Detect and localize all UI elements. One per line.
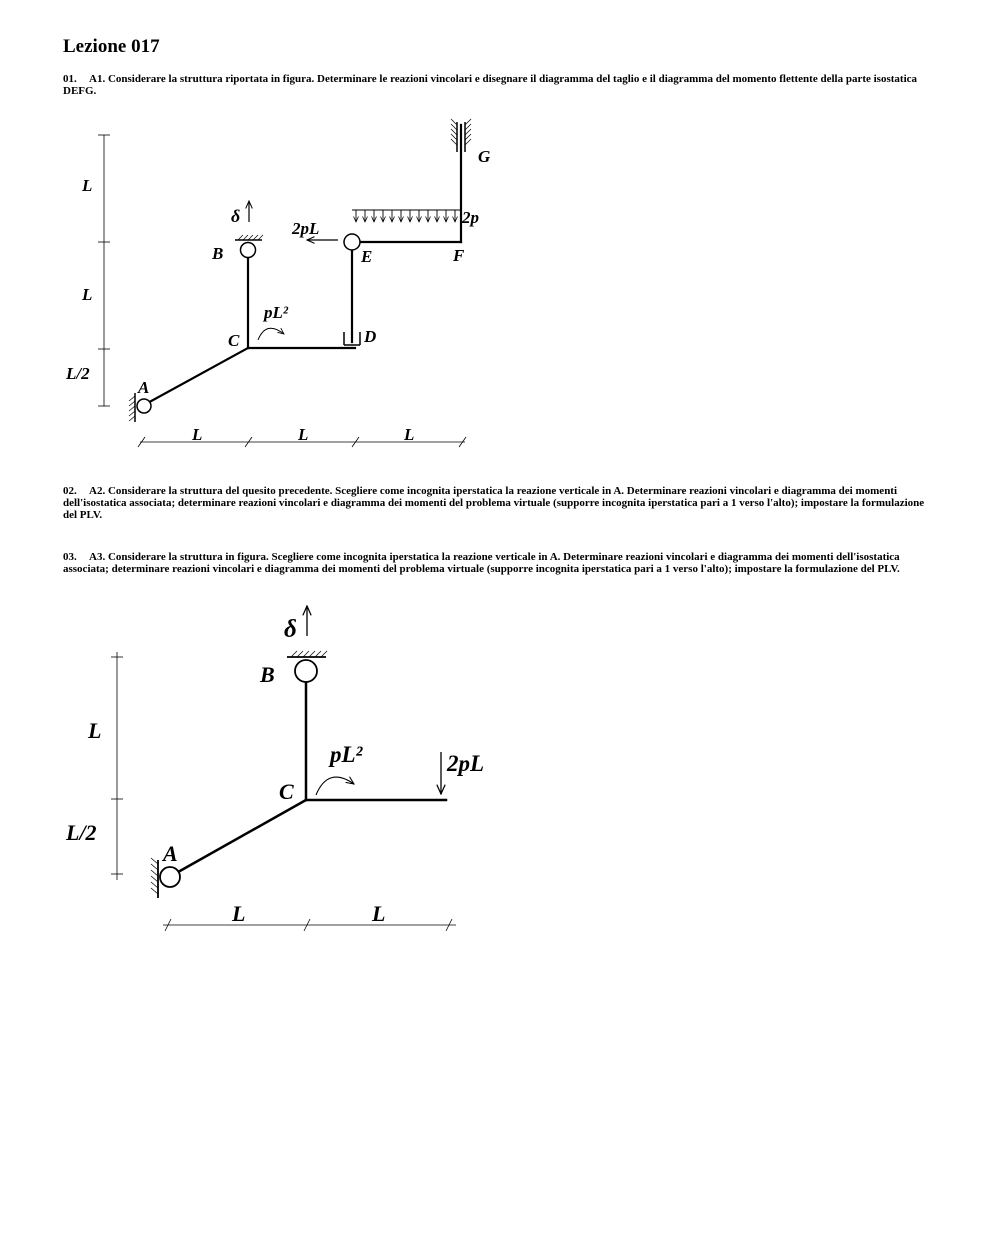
- dim-h-label-2: L: [372, 901, 386, 926]
- moment-arrow-icon: [316, 777, 354, 795]
- distributed-load-label: 2p: [462, 208, 479, 227]
- dim-h-label-2: L: [298, 425, 309, 444]
- point-A: A: [138, 378, 150, 397]
- dim-h-label-3: L: [404, 425, 415, 444]
- question-text: A2. Considerare la struttura del quesito precedente. Scegliere come incognita iperstatica la reazione verticale in A. Determinare reazioni vincolari e diagramma dei momenti dell'isostatica associata; determinare reazioni vincolari e diagramma dei momenti del problema virtuale (supporre incognita iperstatica pari a 1 verso l'alto); impostare la formulazione del PLV.: [63, 485, 925, 521]
- point-G: G: [478, 147, 491, 166]
- dim-v-label-1: L: [88, 718, 102, 743]
- dim-v-label-3: L/2: [66, 364, 90, 383]
- question-text: A3. Considerare la struttura in figura. Scegliere come incognita iperstatica la reazione verticale in A. Determinare reazioni vincolari e diagramma dei momenti dell'isostatica associata; determinare reazioni vincolari e diagramma dei momenti del problema virtuale (supporre incognita iperstatica pari a 1 verso l'alto); impostare la formulazione del PLV.: [63, 551, 900, 575]
- force-E-label: 2pL: [292, 219, 320, 238]
- dim-v-label-2: L: [82, 285, 93, 304]
- dim-h-label-1: L: [192, 425, 203, 444]
- point-C: C: [279, 779, 294, 804]
- dim-v-label-2: L/2: [66, 820, 97, 845]
- delta-label-B: δ: [284, 616, 297, 643]
- point-B: B: [212, 244, 224, 263]
- vertical-dimension: [111, 652, 123, 880]
- question-number: 01.: [63, 73, 77, 85]
- point-E: E: [361, 247, 373, 266]
- beams: [171, 682, 446, 876]
- point-D: D: [364, 327, 377, 346]
- point-B: B: [260, 662, 275, 687]
- dim-v-label-1: L: [82, 176, 93, 195]
- moment-C-label: pL²: [330, 742, 363, 767]
- point-A: A: [163, 841, 178, 866]
- page-title: Lezione 017: [63, 36, 160, 57]
- question-number: 02.: [63, 485, 77, 497]
- support-B: [287, 651, 327, 682]
- horizontal-dimension: [163, 919, 456, 931]
- moment-C-label: pL²: [264, 303, 288, 322]
- dim-h-label-1: L: [232, 901, 246, 926]
- beam-AC: [171, 800, 306, 876]
- question-number: 03.: [63, 551, 77, 563]
- delta-label-B: δ: [231, 206, 241, 226]
- question-text: A1. Considerare la struttura riportata in figura. Determinare le reazioni vincolari e disegnare il diagramma del taglio e il diagramma del momento flettente della parte isostatica DEFG.: [63, 73, 918, 97]
- point-C: C: [228, 331, 240, 350]
- point-F: F: [453, 246, 465, 265]
- force-label: 2pL: [447, 751, 485, 776]
